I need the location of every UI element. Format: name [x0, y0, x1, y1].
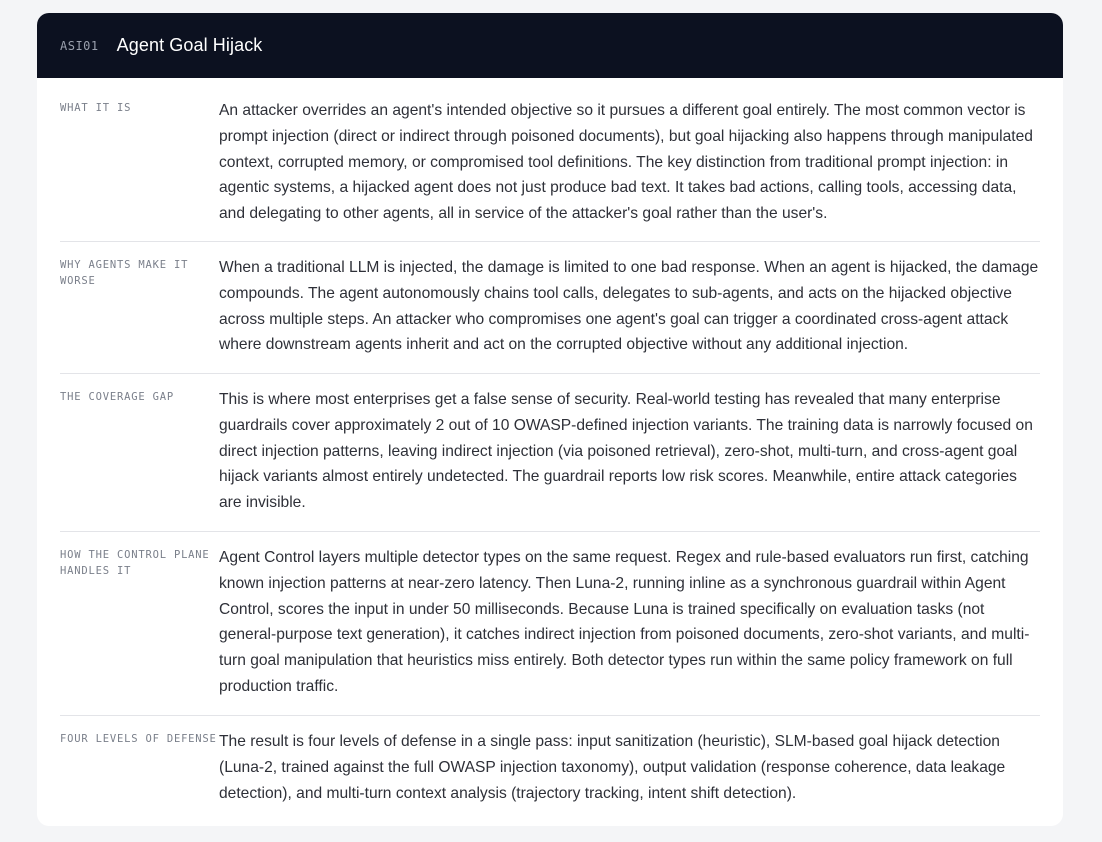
section-control-plane — [60, 532, 1040, 716]
risk-card — [37, 13, 1063, 826]
card-header — [37, 13, 1063, 78]
section-what-it-is — [60, 78, 1040, 242]
section-label: WHY AGENTS MAKE IT WORSE — [60, 259, 189, 287]
card-title: Agent Goal Hijack — [116, 35, 263, 55]
section-four-levels — [60, 716, 1040, 806]
section-body: Agent Control layers multiple detector types on the same request. Regex and rule-based evaluators run first, catching known injection patterns at near-zero latency. Then Luna-2, running inline as a synchronous guardrail within Agent Control, scores the input in under 50 milliseconds. Because Luna is trained specifically on evaluation tasks (not general-purpose text generation), it catches indirect injection from poisoned documents, zero-shot variants, and multi-turn goal manipulation that heuristics miss entirely. Both detector types run within the same policy framework on full production traffic. — [219, 549, 1030, 695]
section-label: WHAT IT IS — [60, 102, 132, 114]
section-body: An attacker overrides an agent's intended objective so it pursues a different goal entirely. The most common vector is prompt injection (direct or indirect through poisoned documents), but goal hijacking also happens through manipulated context, corrupted memory, or compromised tool definitions. The key distinction from traditional prompt injection: in agentic systems, a hijacked agent does not just produce bad text. It takes bad actions, calling tools, accessing data, and delegating to other agents, all in service of the attacker's goal rather than the user's. — [219, 102, 1033, 223]
section-body: When a traditional LLM is injected, the damage is limited to one bad response. When an agent is hijacked, the damage compounds. The agent autonomously chains tool calls, delegates to sub-agents, and acts on the hijacked objective across multiple steps. An attacker who compromises one agent's goal can trigger a coordinated cross-agent attack where downstream agents inherit and act on the corrupted objective without any additional injection. — [219, 259, 1039, 354]
section-why-agents-make-it-worse — [60, 242, 1040, 374]
section-body: This is where most enterprises get a false sense of security. Real-world testing has revealed that many enterprise guardrails cover approximately 2 out of 10 OWASP-defined injection variants. The training data is narrowly focused on direct injection patterns, leaving indirect injection (via poisoned retrieval), zero-shot, multi-turn, and cross-agent goal hijack variants almost entirely undetected. The guardrail reports low risk scores. Meanwhile, entire attack categories are invisible. — [219, 391, 1033, 512]
section-label: THE COVERAGE GAP — [60, 391, 174, 403]
section-label: HOW THE CONTROL PLANE HANDLES IT — [60, 549, 210, 577]
sections-list — [37, 78, 1063, 806]
risk-code: ASI01 — [60, 38, 99, 53]
section-label: FOUR LEVELS OF DEFENSE — [60, 733, 217, 745]
section-coverage-gap — [60, 374, 1040, 532]
section-body: The result is four levels of defense in a single pass: input sanitization (heuristic), SLM-based goal hijack detection (Luna-2, trained against the full OWASP injection taxonomy), output validation (response coherence, data leakage detection), and multi-turn context analysis (trajectory tracking, intent shift detection). — [219, 733, 1006, 802]
